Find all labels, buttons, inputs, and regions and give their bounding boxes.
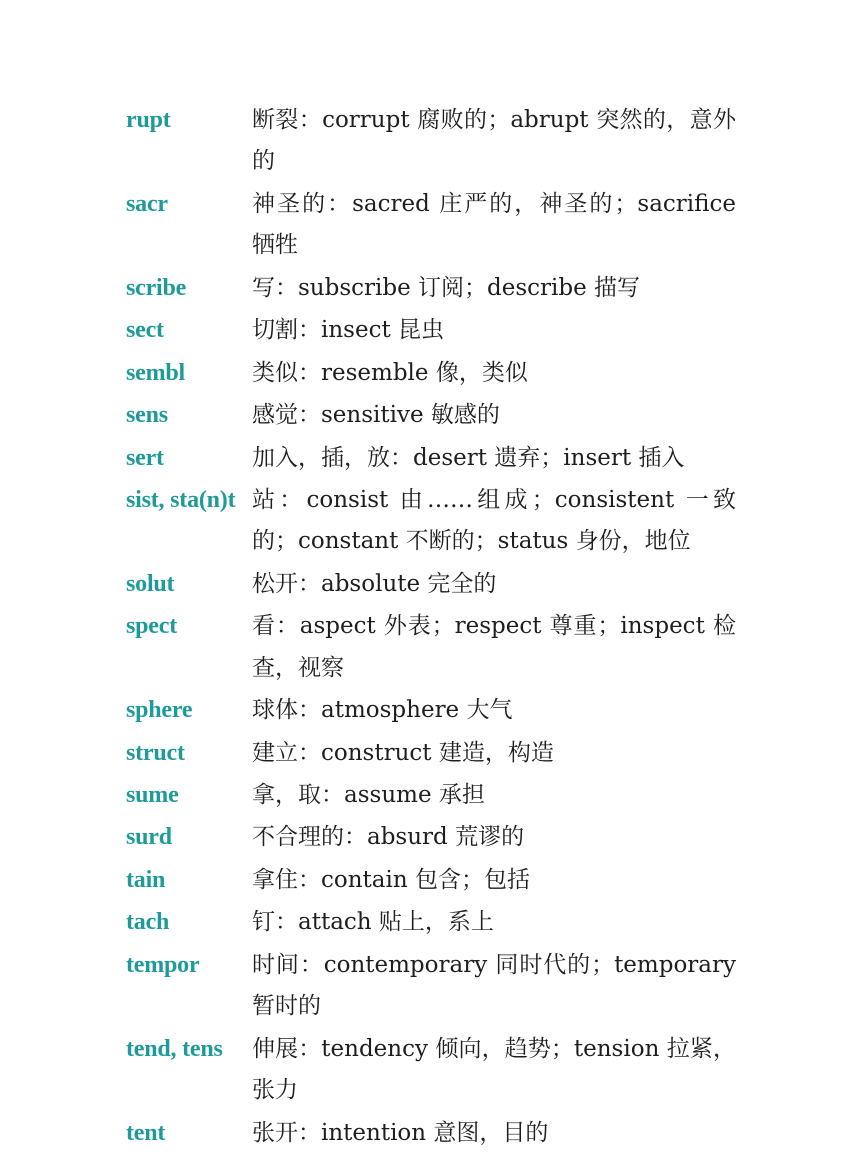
root-term: tent (126, 1119, 166, 1146)
root-definition: 站：consist 由……组成；consistent 一致的；constant 不断的；status 身份，地位 (252, 486, 736, 555)
entry-sect (126, 310, 736, 351)
root-term: tend, tens (126, 1035, 223, 1062)
root-term: sert (126, 444, 164, 471)
root-definition: 拿住：contain 包含；包括 (252, 866, 530, 893)
entry-tempor (126, 945, 736, 1028)
root-term: surd (126, 824, 172, 851)
root-term: sume (126, 782, 179, 808)
root-term: sens (126, 402, 168, 429)
entry-tent (126, 1113, 736, 1154)
root-definition: 类似：resemble 像，类似 (252, 359, 528, 386)
root-definition: 时间：contemporary 同时代的；temporary 暂时的 (252, 951, 736, 1020)
root-term: tain (126, 866, 166, 893)
root-term: scribe (126, 274, 187, 301)
root-definition: 拿，取：assume 承担 (252, 782, 485, 808)
root-definition: 写：subscribe 订阅；describe 描写 (252, 274, 641, 301)
root-term: sphere (126, 697, 193, 724)
root-definition: 加入，插，放：desert 遗弃；insert 插入 (252, 444, 685, 471)
entry-tach (126, 902, 736, 943)
root-term: solut (126, 570, 175, 597)
entry-sembl (126, 353, 736, 394)
root-definition: 神圣的：sacred 庄严的，神圣的；sacrifice 牺牲 (252, 190, 736, 259)
root-term: sect (126, 317, 164, 344)
root-term: spect (126, 613, 177, 640)
root-term: tach (126, 909, 170, 936)
entry-rupt (126, 100, 736, 183)
entry-sist (126, 480, 736, 563)
entry-solut (126, 564, 736, 605)
root-term: sembl (126, 359, 186, 386)
root-term: sist, sta(n)t (126, 486, 236, 513)
root-definition: 感觉：sensitive 敏感的 (252, 402, 500, 429)
root-term: tempor (126, 951, 200, 978)
entry-surd (126, 817, 736, 858)
root-definition: 切割：insect 昆虫 (252, 317, 445, 344)
root-definition: 断裂：corrupt 腐败的；abrupt 突然的，意外的 (252, 107, 736, 175)
entry-sert (126, 438, 736, 479)
root-term: struct (126, 739, 185, 766)
root-definition: 张开：intention 意图，目的 (252, 1119, 549, 1146)
root-definition: 不合理的：absurd 荒谬的 (252, 824, 525, 851)
root-definition: 建立：construct 建造，构造 (252, 739, 554, 766)
entry-struct (126, 733, 736, 774)
entry-tain (126, 860, 736, 901)
root-definition: 伸展：tendency 倾向，趋势；tension 拉紧，张力 (252, 1035, 736, 1104)
root-definition: 看：aspect 外表；respect 尊重；inspect 检查，视察 (252, 613, 736, 681)
entry-tend (126, 1029, 736, 1112)
entry-sens (126, 395, 736, 436)
entry-sacr (126, 184, 736, 267)
root-definition: 松开：absolute 完全的 (252, 570, 497, 597)
entry-sphere (126, 690, 736, 731)
entry-scribe (126, 268, 736, 309)
root-definition: 球体：atmosphere 大气 (252, 697, 513, 724)
root-term: rupt (126, 107, 171, 133)
root-definition: 钉：attach 贴上，系上 (252, 909, 494, 936)
root-term: sacr (126, 190, 168, 217)
entry-spect (126, 606, 736, 689)
word-root-list (126, 100, 736, 1155)
entry-sume (126, 775, 736, 816)
